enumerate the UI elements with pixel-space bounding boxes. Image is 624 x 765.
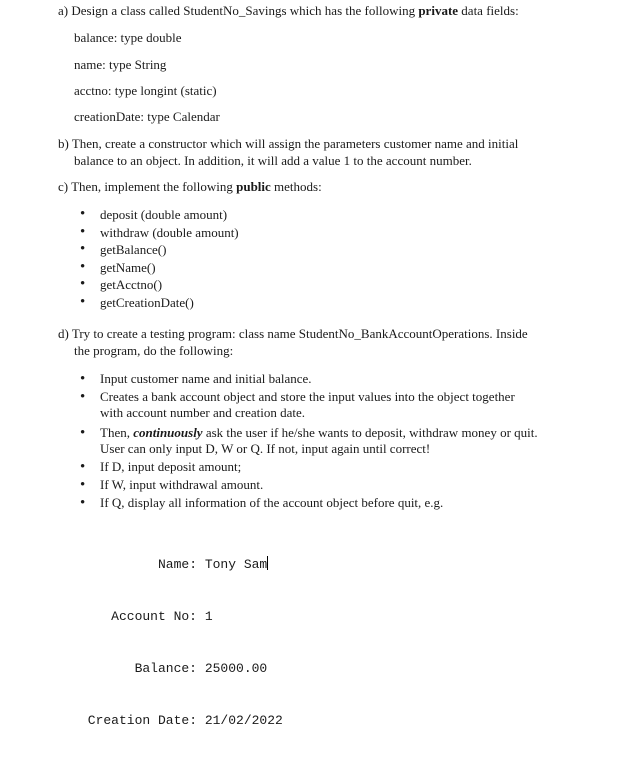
example-row: Balance: 25000.00 [134, 661, 268, 677]
list-item: • getCreationDate() [80, 294, 239, 312]
list-item: • If D, input deposit amount; [80, 459, 538, 475]
list-item: • If W, input withdrawal amount. [80, 477, 538, 493]
field-creation-date: creationDate: type Calendar [74, 109, 220, 124]
list-item: • If Q, display all information of the account object before quit, e.g. [80, 495, 538, 511]
list-item: • getBalance() [80, 241, 239, 259]
list-item: • deposit (double amount) [80, 206, 239, 224]
example-row: Creation Date: 21/02/2022 [87, 713, 283, 729]
field-name: name: type String [74, 57, 167, 72]
text-cursor [267, 556, 268, 570]
example-output [80, 521, 330, 765]
methods-list [80, 206, 239, 311]
list-item: • Then, continuously ask the user if he/she wants to deposit, withdraw money or quit. User can only input D, W or Q. If not, input again until correct! [80, 425, 538, 457]
list-item: • getName() [80, 259, 239, 277]
part-b-line1: b) Then, create a constructor which will assign the parameters customer name and initial [58, 136, 519, 151]
part-a-heading: a) Design a class called StudentNo_Savings which has the following private data fields: [58, 3, 519, 18]
list-item: • getAcctno() [80, 276, 239, 294]
part-d-line1: d) Try to create a testing program: class name StudentNo_BankAccountOperations. Inside [58, 326, 528, 341]
part-d-line2: the program, do the following: [74, 343, 234, 358]
field-acctno: acctno: type longint (static) [74, 83, 217, 98]
part-c-heading: c) Then, implement the following public methods: [58, 179, 322, 194]
list-item: • withdraw (double amount) [80, 224, 239, 242]
operations-list [80, 371, 538, 511]
example-row: Name: Tony Sam [157, 556, 268, 572]
field-balance: balance: type double [74, 30, 182, 45]
example-row: Account No: 1 [111, 609, 213, 625]
part-b-line2: balance to an object. In addition, it will add a value 1 to the account number. [74, 153, 472, 168]
list-item: • Input customer name and initial balance. [80, 371, 538, 387]
list-item: • Creates a bank account object and store the input values into the object together with account number and creation date. [80, 389, 538, 421]
